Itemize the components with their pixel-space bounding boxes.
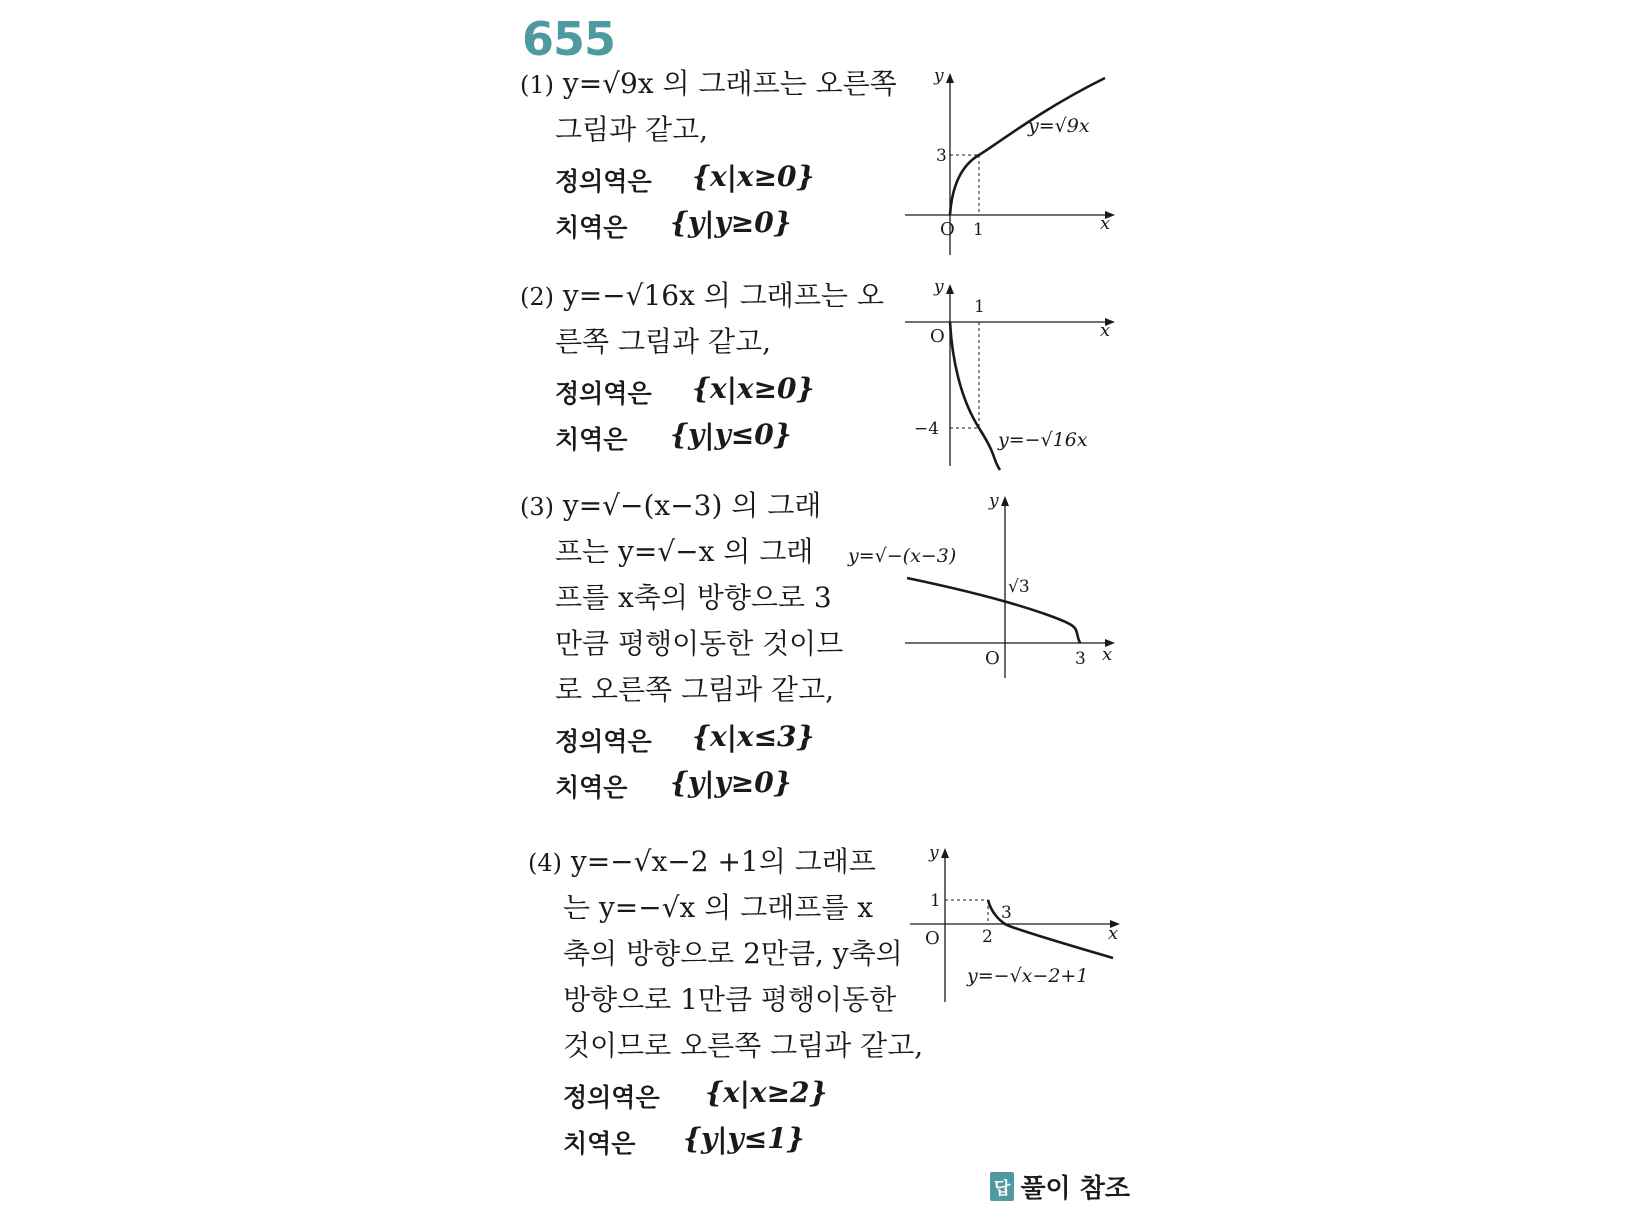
part4-tick-x: 2: [982, 927, 993, 947]
part3-label: (3): [520, 493, 554, 521]
part4-range-value: {y|y≤1}: [683, 1122, 805, 1155]
part1-graph: [900, 65, 1125, 260]
part3-tick-y: √3: [1008, 577, 1030, 597]
part1-range-value: {y|y≥0}: [670, 206, 792, 239]
part2-line2: 른쪽 그림과 같고,: [555, 325, 772, 358]
part4-tick-x2: 3: [1001, 903, 1012, 923]
part1-domain-label: 정의역은: [555, 167, 652, 196]
part1-range-label: 치역은: [555, 213, 628, 242]
part3-line3: 프를 x축의 방향으로 3: [555, 581, 832, 614]
part2-domain-label: 정의역은: [555, 379, 652, 408]
part4-line3: 축의 방향으로 2만큼, y축의: [563, 937, 903, 970]
part3-origin: O: [985, 648, 1000, 669]
part4-domain-label: 정의역은: [563, 1083, 660, 1112]
part2-axis-x-label: x: [1100, 320, 1111, 341]
part1-line2: 그림과 같고,: [555, 113, 709, 146]
part3-line5: 로 오른쪽 그림과 같고,: [555, 673, 835, 706]
answer-badge: 답: [990, 1172, 1014, 1201]
part4-line4: 방향으로 1만큼 평행이동한: [563, 983, 897, 1016]
part1-tick-x: 1: [973, 220, 984, 240]
answer-text: 풀이 참조: [1020, 1174, 1130, 1204]
part3-line2: 프는 y=√−x 의 그래: [555, 535, 814, 568]
part4-domain-value: {x|x≥2}: [705, 1076, 828, 1109]
part4-origin: O: [925, 928, 940, 949]
part1-label: (1): [520, 71, 554, 99]
part4-tick-y: 1: [930, 891, 941, 911]
part2-origin: O: [930, 326, 945, 347]
part4-text1: y=−√x−2 +1의 그래프: [570, 845, 876, 878]
part1-origin: O: [940, 219, 955, 240]
part3-graph: [845, 488, 1125, 683]
part1-curve-label: y=√9x: [1028, 115, 1090, 137]
part3-range-value: {y|y≥0}: [670, 766, 792, 799]
part3-domain-value: {x|x≤3}: [692, 720, 815, 753]
part2-curve-label: y=−√16x: [998, 429, 1088, 451]
part4-axis-x-label: x: [1108, 923, 1119, 944]
part3-line4: 만큼 평행이동한 것이므: [555, 627, 844, 660]
answer-marker: [990, 1168, 1130, 1205]
part1-y-arrow: [946, 73, 954, 83]
part2-domain-value: {x|x≥0}: [692, 372, 815, 405]
part1-axis-x-label: x: [1100, 213, 1111, 234]
part1-text1: y=√9x 의 그래프는 오른쪽: [562, 67, 897, 100]
part2-axis-y-label: y: [934, 278, 944, 297]
part2-range-label: 치역은: [555, 425, 628, 454]
part3-line1: [520, 489, 822, 522]
part4-y-arrow: [941, 848, 949, 858]
part1-line1: [520, 67, 897, 100]
part4-line2: 는 y=−√x 의 그래프를 x: [563, 891, 874, 924]
part2-text1: y=−√16x 의 그래프는 오: [562, 279, 884, 312]
part4-curve-label: y=−√x−2+1: [967, 965, 1089, 987]
part2-label: (2): [520, 283, 554, 311]
part2-curve: [950, 322, 1000, 470]
part4-axis-y-label: y: [929, 843, 939, 863]
part2-line1: [520, 279, 884, 312]
part3-axis-y-label: y: [989, 491, 999, 511]
part4-line5: 것이므로 오른쪽 그림과 같고,: [563, 1029, 924, 1062]
part2-y-arrow: [946, 284, 954, 294]
part2-tick-y: −4: [914, 419, 940, 439]
part3-range-label: 치역은: [555, 773, 628, 802]
part4-graph: [905, 842, 1130, 1007]
part2-graph: [900, 278, 1125, 473]
part1-curve: [950, 78, 1105, 215]
part3-y-arrow: [1001, 496, 1009, 506]
part3-domain-label: 정의역은: [555, 727, 652, 756]
part3-curve-label: y=√−(x−3): [848, 545, 957, 567]
part4-range-label: 치역은: [563, 1129, 636, 1158]
part1-domain-value: {x|x≥0}: [692, 160, 815, 193]
part1-axis-y-label: y: [934, 66, 944, 86]
part3-text1: y=√−(x−3) 의 그래: [562, 489, 822, 522]
part3-curve: [907, 578, 1080, 643]
part2-range-value: {y|y≤0}: [670, 418, 792, 451]
part4-label: (4): [528, 849, 562, 877]
problem-number: 655: [522, 12, 616, 66]
part4-line1: [528, 845, 876, 878]
part3-axis-x-label: x: [1102, 644, 1113, 665]
part3-tick-x: 3: [1075, 649, 1086, 669]
part2-tick-x: 1: [974, 297, 985, 317]
part1-tick-y: 3: [936, 146, 947, 166]
